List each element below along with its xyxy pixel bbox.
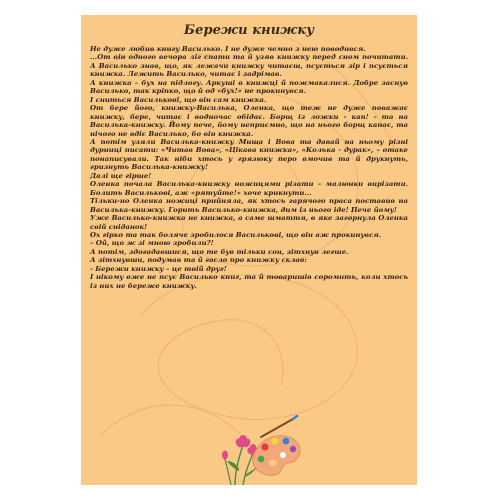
story-paragraph: От бере його, книжку-Василька, Оленка, що теж не дуже поважає книжку, бере, читає і водночас обідає. Борщ із ложки - кап! - та на Василька-книжку. Йому пече, йому неприємно, що на нього борщ капає, та нічого не вдіє Василько, бо він книжка. <box>90 104 408 138</box>
page-title: Бережи книжку <box>183 23 315 38</box>
story-paragraph: Не дуже любив книгу Василько. І не дуже чемно з нею поводився. <box>90 45 366 53</box>
book-page <box>81 15 417 485</box>
story-paragraph: А потім узяли Василька-книжку Миша і Вова та давай на ньому різні дурниці писати: «Читав Вова», «Цікава книжка», «Колька - дурак», – отаке понаписували. Так ніби хтось у грязюку перо вмочив та й друкнуть, гризнуть Василька-книжку! <box>90 137 408 172</box>
story-paragraph: ...От він одного вечора ліг спати та й узяв книжку перед сном почитати. А Василько знав, що, як лежачи книжку читаєш, псується зір і псується книжка. Лежить Василько, читає і задрімав. <box>90 53 408 79</box>
palette-body <box>253 416 300 475</box>
story-paragraph: Оленка почала Василька-книжку ножицями різати – малюнки вирізати. Болить Василькові, аж «рятуйте!» хоче крикнути... <box>90 180 408 197</box>
story-paragraph: І нікому вже не псує Василько книг, та й товаришів соромить, коли хтось із них не береже книжку. <box>90 273 408 290</box>
story-paragraph: А зітхнувши, подумав та й гасло про книжку склав: <box>90 256 307 265</box>
story-paragraph: Ох гірко та так боляче зробилося Василькові, що він аж прокинувся. <box>90 230 382 239</box>
story-paragraph: Далі ще гірше! <box>90 171 152 180</box>
story-paragraph: І сниться Василькові, що він сам книжка. <box>90 95 267 104</box>
story-paragraph: – Ой, що ж зі мною зробили?! <box>90 239 214 248</box>
story-text <box>90 45 408 290</box>
story-paragraph: А потім, здогадавшися, що те був тільки сон, зітхнув легше. <box>90 247 349 256</box>
story-paragraph: Уже Василько-книжка не книжка, а саме шмаття, в яке загорнула Оленка свій сніданок! <box>90 214 408 231</box>
story-paragraph: А книжка – бух на підлогу. Аркуші в книжці й пожмакалися. Добре заснув Василько, так кріпко, що й од «бух!» не прокинувся. <box>90 78 408 96</box>
story-paragraph: Тільки-но Оленка ножиці прийняла, як хтось гарячого праса поставив на Василька-книжку. Горить Василько-книжка, дим із нього іде! Пече йому! <box>90 197 408 214</box>
paint-palette-icon <box>221 411 301 485</box>
story-paragraph: - Бережи книжку – це твій друг! <box>90 264 227 273</box>
